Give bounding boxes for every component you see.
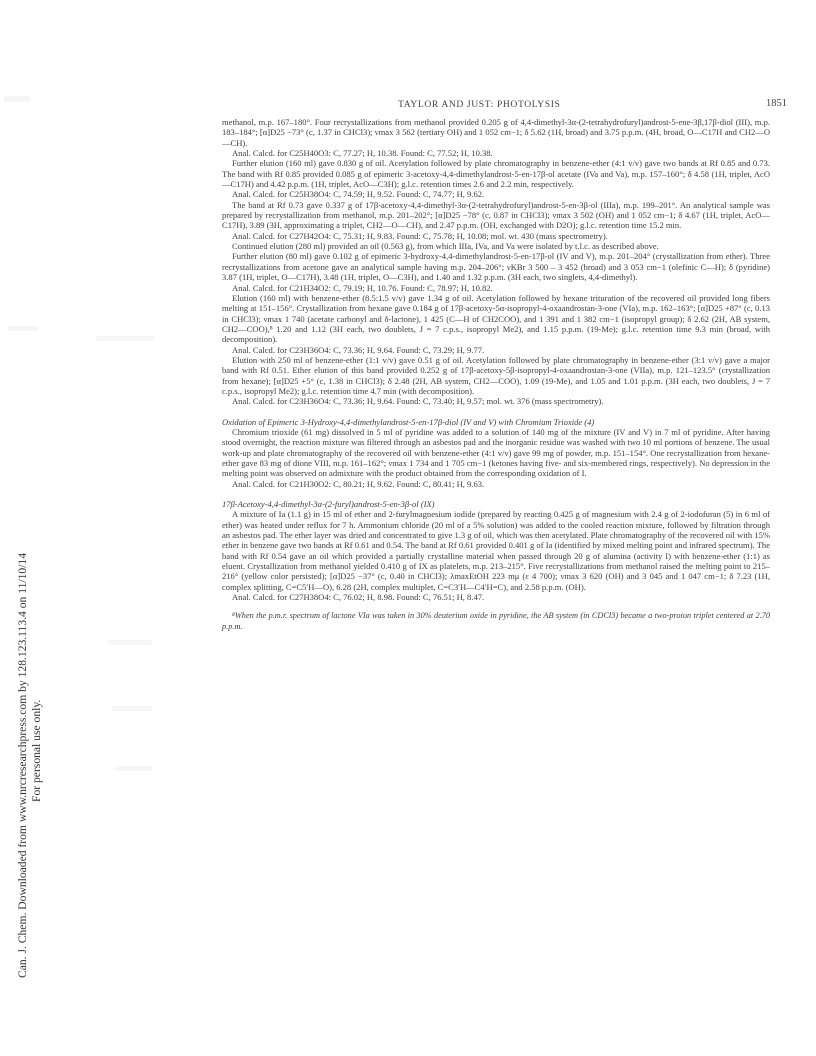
paragraph: The band at Rf 0.73 gave 0.337 g of 17β-acetoxy-4,4-dimethyl-3α-(2-tetrahydrofuryl)androst-5-en-3β-ol (IIIa), m.p. 199–201°. An analytical sample was prepared by recrystallization from methanol, m.p. 201–202°; [α]D25 −78° (c, 0.87 in CHCl3); νmax 3 502 (OH) and 1 052 cm−1; δ 4.67 (1H, triplet, AcO—C17H), 3.89 (3H, approximating a triplet, CH2—O—CH), and 2.47 p.p.m. (OH, exchanged with D2O); g.l.c. retention time 15.2 min. [222,199,770,231]
running-title: TAYLOR AND JUST: PHOTOLYSIS [398,99,561,110]
paragraph: Chromium trioxide (61 mg) dissolved in 5 ml of pyridine was added to a solution of 140 mg of the mixture (IV and V) in 7 ml of pyridine. After having stood overnight, the reaction mixture was filtered through an asbestos pad and the inorganic residue was washed with two 10 ml portions of benzene. The usual work-up and plate chromatography of the recovered oil with benzene-ether (4:1 v/v) gave 99 mg of powder, m.p. 151–154°. One recrystallization from hexane-ether gave 83 mg of dione VIII, m.p. 161–162°; νmax 1 734 and 1 705 cm−1 (ketones having five- and six-membered rings, respectively). No depression in the melting point was observed on admixture with the product obtained from the corresponding oxidation of I. [222,426,770,479]
faded-margin-mark [96,336,154,341]
personal-use-note: For personal use only. [30,699,43,802]
faded-margin-mark [8,326,38,331]
paragraph: Further elution (80 ml) gave 0.102 g of epimeric 3-hydroxy-4,4-dimethylandrost-5-en-17β-ol (IV and V), m.p. 201–204° (crystallization from ether). Three recrystallizations from acetone gave an analytical sample having m.p. 204–206°; νKBr 3 500 – 3 452 (broad) and 3 053 cm−1 (olefinic C—H); δ (pyridine) 3.87 (1H, triplet, O—C17H), 3.48 (1H, triplet, O—C3H), and 1.40 and 1.32 p.p.m. (3H each, two singlets, 4,4-dimethyl). [222,251,770,283]
analysis-line: Anal. Calcd. for C27H38O4: C, 76.02; H, 8.98. Found: C, 76.51; H, 8.47. [232,592,485,603]
faded-margin-mark [116,766,152,771]
paragraph: Further elution (160 ml) gave 0.830 g of oil. Acetylation followed by plate chromatography in benzene-ether (4:1 v/v) gave two bands at Rf 0.85 and 0.73. The band with Rf 0.85 provided 0.085 g of epimeric 3-acetoxy-4,4-dimethylandrost-5-en-17β-ol acetate (IVa and Va), m.p. 157–160°; δ 4.58 (1H, triplet, AcO—C17H) and 4.42 p.p.m. (1H, triplet, AcO—C3H); g.l.c. retention times 2.6 and 2.2 min, respectively. [222,158,770,190]
faded-margin-mark [4,96,30,102]
footnote: ⁸When the p.m.r. spectrum of lactone VIa was taken in 30% deuterium oxide in pyridine, the AB system (in CDCl3) became a two-proton triplet centered at 2.70 p.p.m. [222,611,770,631]
analysis-line: Anal. Calcd. for C25H40O3: C, 77.27; H, 10.38. Found: C, 77.52; H, 10.38. [232,148,493,159]
analysis-line: Anal. Calcd. for C21H30O2: C, 80.21; H, 9.62. Found: C, 80.41; H, 9.63. [232,478,485,489]
sidebar-note [16,553,44,978]
analysis-line: Anal. Calcd. for C25H38O4: C, 74.59; H, 9.52. Found: C, 74.77; H, 9.62. [232,189,485,200]
paragraph: Continued elution (280 ml) provided an oil (0.563 g), from which IIIa, IVa, and Va were isolated by t.l.c. as described above. [232,241,659,252]
paragraph: A mixture of Ia (1.1 g) in 15 ml of ether and 2-furylmagnesium iodide (prepared by reacting 0.425 g of magnesium with 2.4 g of 2-iodofuran (5) in 6 ml of ether) was heated under reflux for 7 h. Ammonium chloride (20 ml of a 5% solution) was added to the cooled reaction mixture, followed by filtration through an asbestos pad. The ether layer was dried and concentrated to give 1.3 g of oil, which was then acetylated. Plate chromatography of the recovered oil with 15% ether in benzene gave two bands at Rf 0.61 and 0.54. The band at Rf 0.61 provided 0.401 g of Ia (identified by mixed melting point and infrared spectrum). The band with Rf 0.54 gave an oil which provided a partially crystalline material when passed through 20 g of alumina (activity I) with benzene-ether (1:1) as eluent. Crystallization from methanol yielded 0.410 g of IX as platelets, m.p. 213–215°. Five recrystallizations from methanol raised the melting point to 215–216° (yellow color persisted); [α]D25 −37° (c, 0.40 in CHCl3); λmaxEtOH 223 mμ (ε 4 700); νmax 3 620 (OH) and 3 045 and 1 047 cm−1; δ 7.23 (1H, complex splitting, C=C5′H—O), 6.28 (2H, complex multiplet, C=C3′H—C4′H=C), and 2.58 p.p.m. (OH). [222,509,770,592]
section-heading: Oxidation of Epimeric 3-Hydroxy-4,4-dimethylandrost-5-en-17β-diol (IV and V) with Chromium Trioxide (4) [222,416,595,427]
download-note: Can. J. Chem. Downloaded from www.nrcresearchpress.com by 128.123.113.4 on 11/10/14 [16,552,29,978]
paragraph: methanol, m.p. 167–180°. Four recrystallizations from methanol provided 0.205 g of 4,4-dimethyl-3α-(2-tetrahydrofuryl)androst-5-ene-3β,17β-diol (III), m.p. 183–184°; [α]D25 −73° (c, 1.37 in CHCl3); νmax 3 562 (tertiary OH) and 1 052 cm−1; δ 5.62 (1H, broad) and 3.75 p.p.m. (4H, broad, O—C17H and CH2—O—CH). [222,117,770,148]
faded-margin-mark [112,706,152,711]
analysis-line: Anal. Calcd. for C23H36O4: C, 73.36; H, 9.64. Found: C, 73.40; H, 9.57; mol. wt. 376 (mass spectrometry). [232,396,604,407]
page-header [222,99,816,115]
analysis-line: Anal. Calcd. for C27H42O4: C, 75.31; H, 9.83. Found: C, 75.78; H, 10.08; mol. wt. 430 (mass spectrometry). [232,230,608,241]
paragraph: Elution (160 ml) with benzene-ether (8.5:1.5 v/v) gave 1.34 g of oil. Acetylation followed by hexane trituration of the recovered oil provided long fibers melting at 151–156°. Crystallization from hexane gave 0.184 g of 17β-acetoxy-5α-isopropyl-4-oxaandrostan-3-one (VIa), m.p. 162–163°; [α]D25 +87° (c, 0.13 in CHCl3); νmax 1 740 (acetate carbonyl and δ-lactone), 1 425 (C—H of CH2COO), and 1 391 and 1 382 cm−1 (isopropyl group); δ 2.62 (2H, AB system, CH2—COO),⁸ 1.20 and 1.12 (3H each, two doublets, J = 7 c.p.s., isopropyl Me2), and 1.15 p.p.m. (19-Me); g.l.c. retention time 9.3 min (broad, with decomposition). [222,292,770,345]
faded-margin-mark [108,640,152,645]
download-sidebar [0,0,43,1056]
paragraph: Elution with 250 ml of benzene-ether (1:1 v/v) gave 0.51 g of oil. Acetylation followed by plate chromatography in benzene-ether (3:1 v/v) gave a major band with Rf 0.51. Ether elution of this band provided 0.252 g of 17β-acetoxy-5β-isopropyl-4-oxaandrostan-3-one (VIIa), m.p. 121–123.5° (crystallization from hexane); [α]D25 +5° (c, 1.38 in CHCl3); δ 2.48 (2H, AB system, CH2—COO), 1.09 (19-Me), and 1.05 and 1.01 p.p.m. (3H each, two doublets, J = 7 c.p.s., isopropyl Me2); g.l.c. retention time 4.7 min (with decomposition). [222,354,770,396]
analysis-line: Anal. Calcd. for C21H34O2: C, 79.19; H, 10.76. Found: C, 78.97; H, 10.82. [232,282,493,293]
article-body [222,117,770,632]
section-heading: 17β-Acetoxy-4,4-dimethyl-3α-(2-furyl)androst-5-en-3β-ol (IX) [222,499,435,510]
page-number: 1851 [766,98,787,109]
analysis-line: Anal. Calcd. for C23H36O4: C, 73.36; H, 9.64. Found: C, 73.29; H, 9.77. [232,344,485,355]
